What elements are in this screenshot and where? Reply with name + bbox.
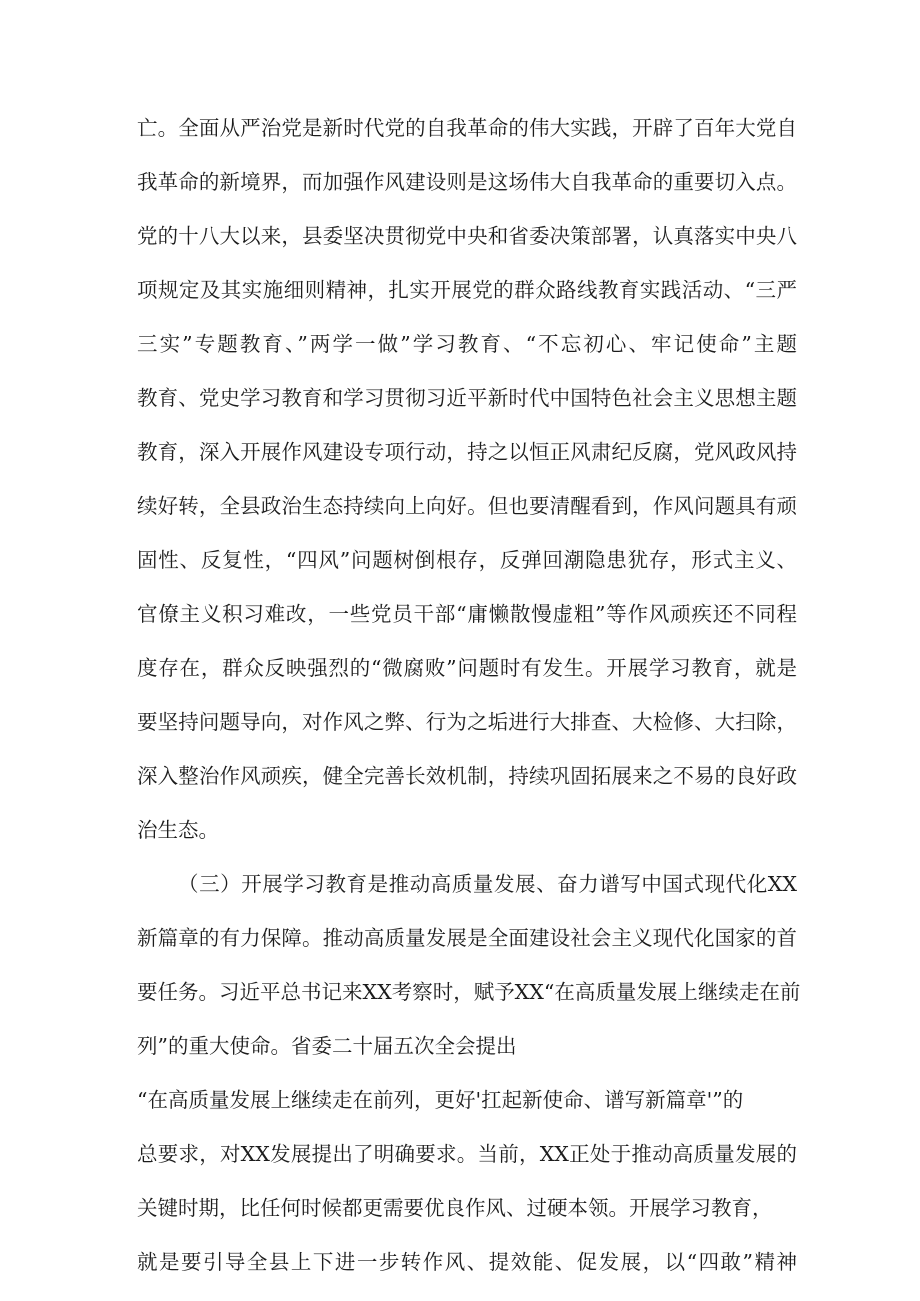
text-line: 三实”专题教育、”两学一做”学习教育、“不忘初心、牢记使命”主题	[137, 332, 797, 356]
text-line: 治生态。	[137, 818, 219, 842]
text-line: 度存在，群众反映强烈的“微腐败”问题时有发生。开展学习教育，就是	[137, 656, 797, 680]
paragraph-heading-line: （三）开展学习教育是推动高质量发展、奋力谱写中国式现代化XX	[178, 872, 797, 896]
text-line: 列”的重大使命。省委二十届五次全会提出	[137, 1034, 517, 1058]
text-line: 深入整治作风顽疾，健全完善长效机制，持续巩固拓展来之不易的良好政	[137, 764, 797, 788]
text-line: 要任务。习近平总书记来XX考察时，赋予XX“在高质量发展上继续走在前	[137, 980, 801, 1004]
text-line: 关键时期，比任何时候都更需要优良作风、过硬本领。开展学习教育，	[137, 1196, 773, 1220]
text-line: 项规定及其实施细则精神，扎实开展党的群众路线教育实践活动、“三严	[137, 278, 797, 302]
text-line: 教育，深入开展作风建设专项行动，持之以恒正风肃纪反腐，党风政风持	[137, 440, 797, 464]
text-line: 就是要引导全县上下进一步转作风、提效能、促发展，以“四敢”精神	[137, 1250, 797, 1274]
text-line: 续好转，全县政治生态持续向上向好。但也要清醒看到，作风问题具有顽	[137, 494, 797, 518]
text-line: “在高质量发展上继续走在前列，更好'扛起新使命、谱写新篇章'”的	[137, 1088, 744, 1112]
text-line: 总要求，对XX发展提出了明确要求。当前，XX正处于推动高质量发展的	[137, 1142, 797, 1166]
text-line: 官僚主义积习难改，一些党员干部“庸懒散慢虚粗”等作风顽疾还不同程	[137, 602, 797, 626]
text-line: 亡。全面从严治党是新时代党的自我革命的伟大实践，开辟了百年大党自	[137, 116, 797, 140]
text-line: 我革命的新境界，而加强作风建设则是这场伟大自我革命的重要切入点。	[137, 170, 797, 194]
text-line: 新篇章的有力保障。推动高质量发展是全面建设社会主义现代化国家的首	[137, 926, 797, 950]
text-line: 教育、党史学习教育和学习贯彻习近平新时代中国特色社会主义思想主题	[137, 386, 797, 410]
text-line: 要坚持问题导向，对作风之弊、行为之垢进行大排查、大检修、大扫除，	[137, 710, 797, 734]
text-line: 党的十八大以来，县委坚决贯彻党中央和省委决策部署，认真落实中央八	[137, 224, 797, 248]
text-line: 固性、反复性，“四风”问题树倒根存，反弹回潮隐患犹存，形式主义、	[137, 548, 797, 572]
